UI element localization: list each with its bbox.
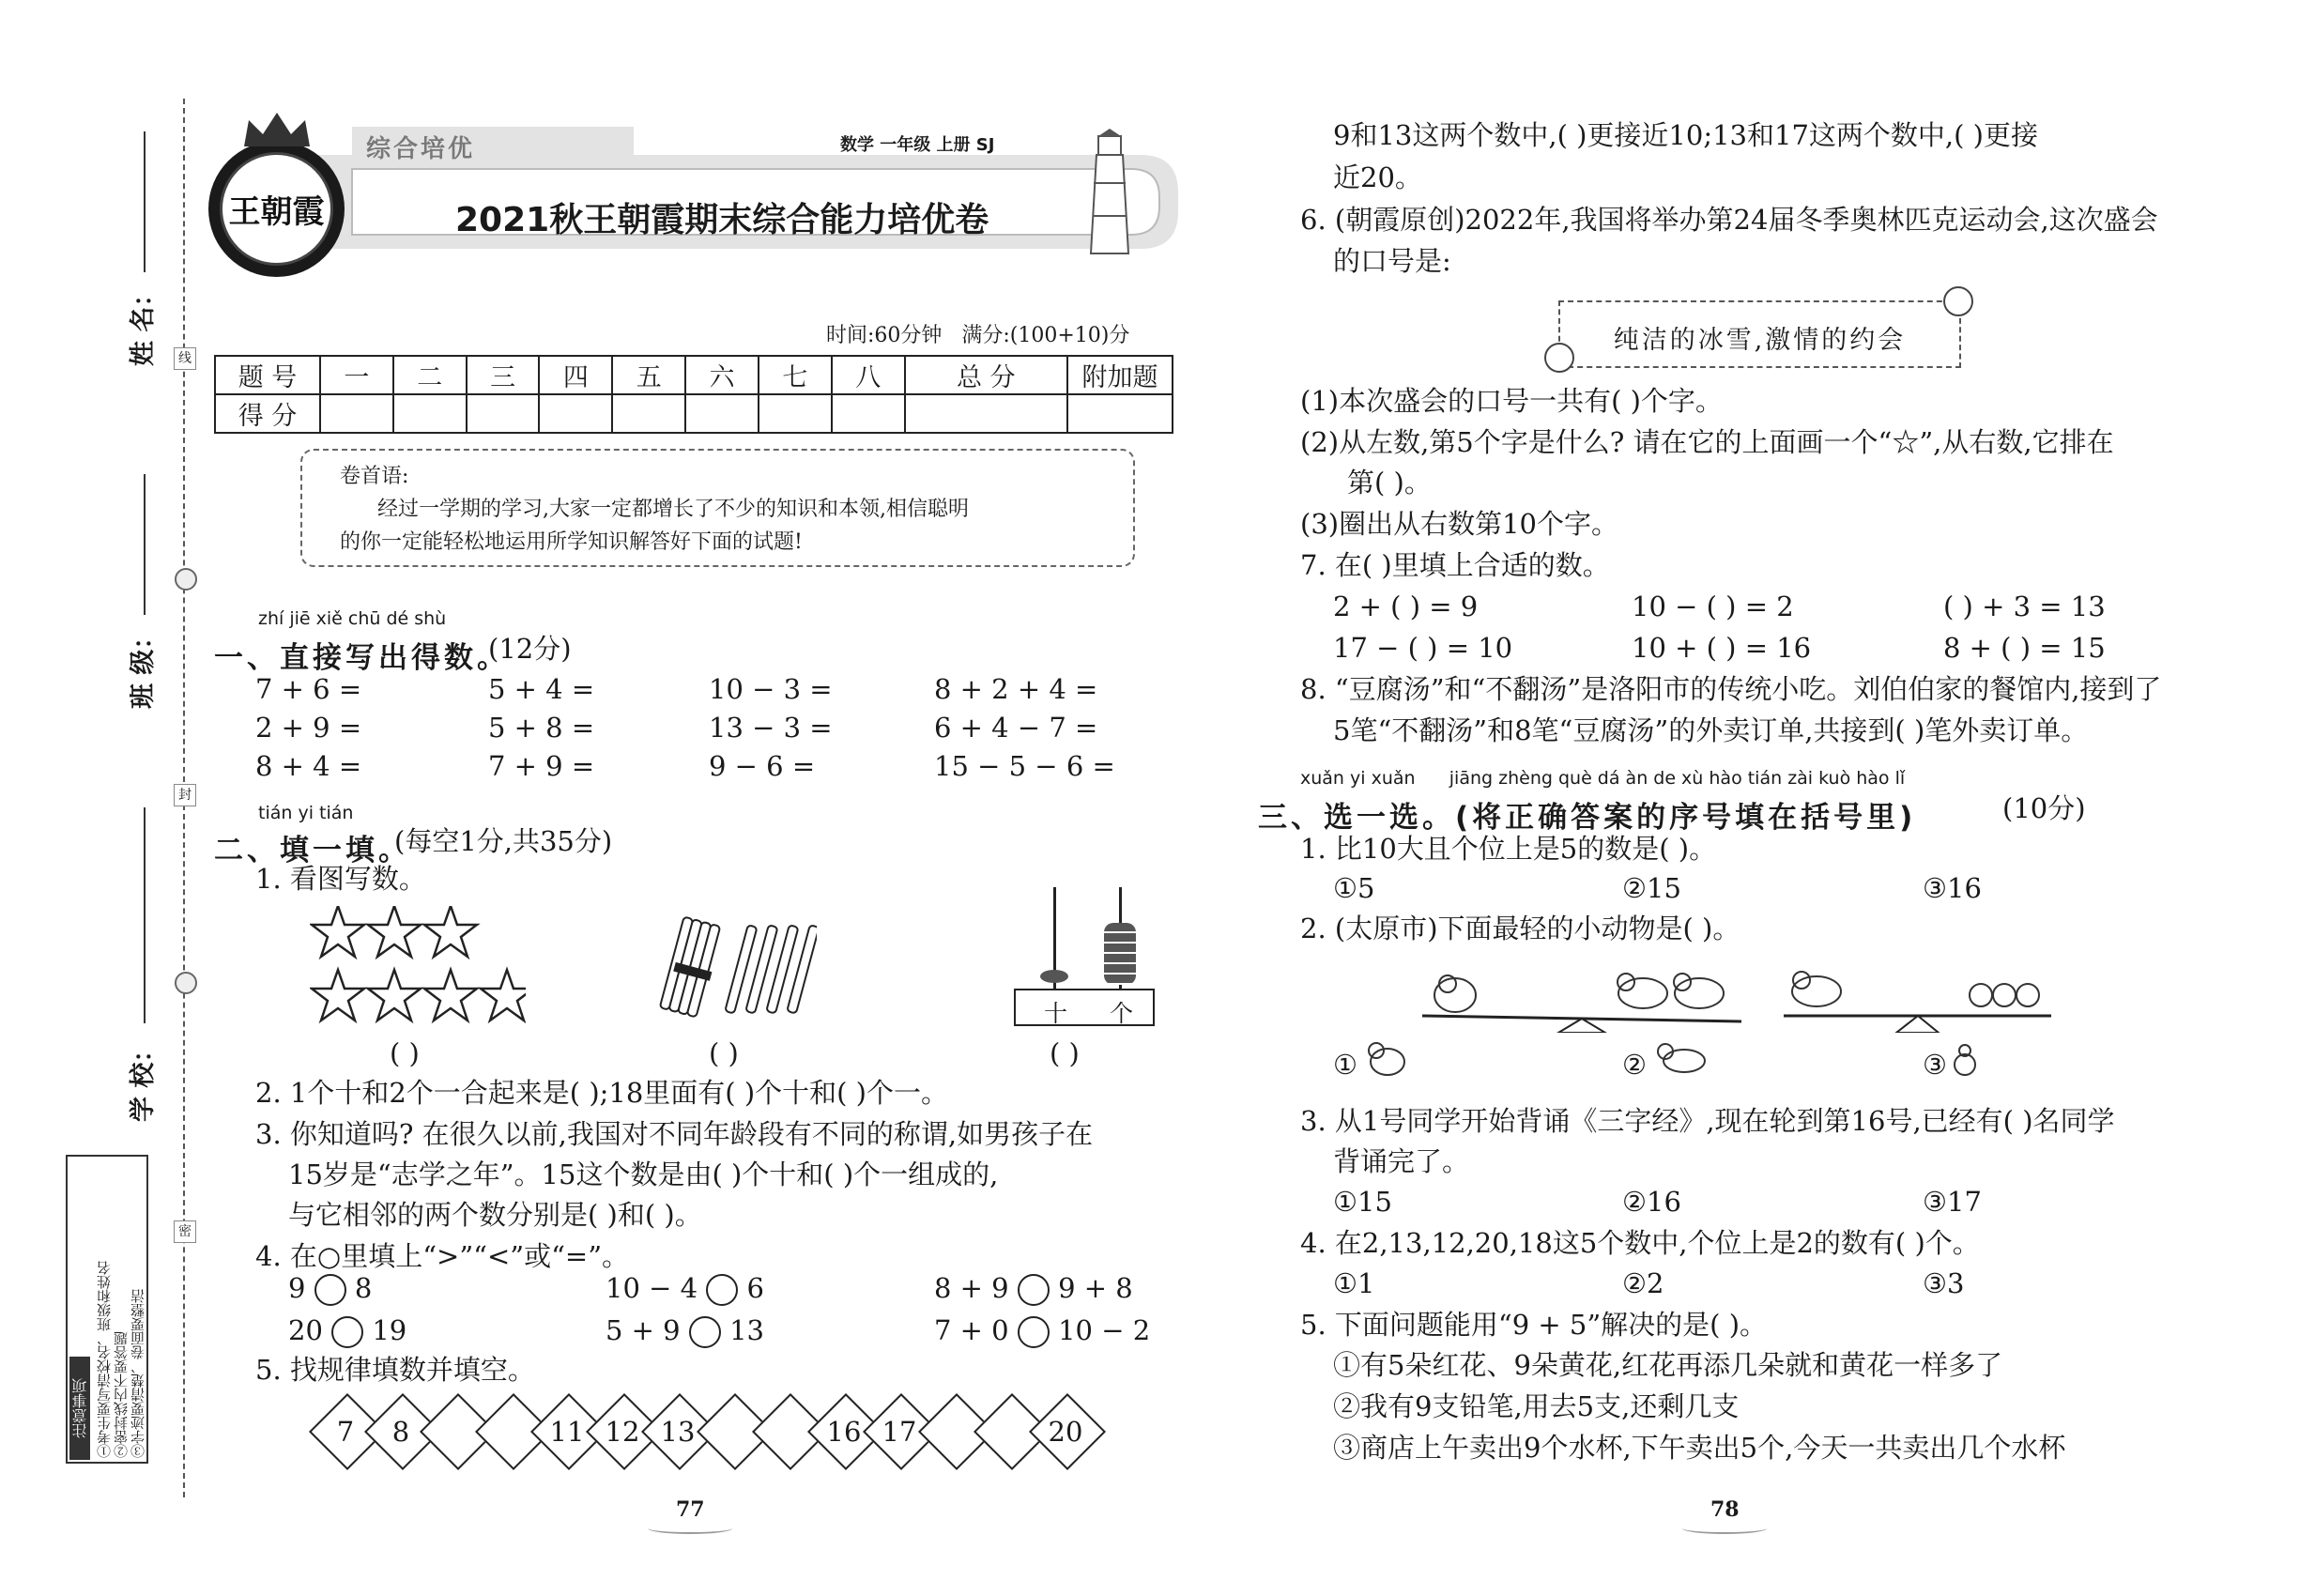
page-number-left: 77 [676, 1497, 705, 1522]
compare-right: 8 [354, 1272, 373, 1304]
section-2-score: (每空1分,共35分) [394, 825, 613, 857]
s3-question-2: 2. (太原市)下面最轻的小动物是( )。 [1300, 913, 1740, 944]
option[interactable]: ②2 [1622, 1267, 1664, 1299]
compare-right: 13 [729, 1314, 764, 1346]
moon-icon [1544, 343, 1574, 373]
seal-mark-line: 线 [174, 347, 196, 370]
score-cell: 一 [320, 356, 393, 394]
calc-item: 6 + 4 − 7 = [934, 712, 1098, 744]
section-3-title: 三、选一选。(将正确答案的序号填在括号里) [1258, 801, 1917, 835]
sequence-number: 17 [882, 1416, 917, 1448]
score-cell: 二 [393, 356, 467, 394]
section-1-pinyin: zhí jiē xiě chū dé shù [258, 608, 447, 629]
score-table [214, 355, 1173, 434]
calc-item: 10 − 3 = [709, 673, 833, 705]
score-cell: 附加题 [1067, 356, 1173, 394]
sequence-number: 8 [391, 1416, 410, 1448]
name-label: 姓 名： [129, 281, 158, 366]
compare-item [288, 1272, 372, 1306]
compare-right: 10 − 2 [1058, 1314, 1151, 1346]
abacus-beads-one [1104, 923, 1136, 985]
sequence-number: 13 [660, 1416, 696, 1448]
score-input[interactable] [832, 394, 905, 433]
abacus-base [1014, 989, 1155, 1026]
note-1: ①考生要写清校名、班级和姓名 [96, 1261, 113, 1458]
question-6-line-1: 6. (朝霞原创)2022年,我国将举办第24届冬季奥林匹克运动会,这次盛会 [1300, 204, 2158, 236]
sequence-number: 16 [826, 1416, 862, 1448]
preface-line-1: 经过一学期的学习,大家一定都增长了不少的知识和本领,相信聪明 [377, 498, 969, 521]
score-table-score-row [215, 394, 1173, 433]
seesaw-illustration-2 [1779, 958, 2056, 1033]
option[interactable]: ②我有9支铅笔,用去5支,还剩几支 [1333, 1390, 1740, 1422]
animal-dog-icon [1652, 1040, 1709, 1078]
class-label: 班 级： [129, 623, 158, 709]
compare-left: 8 + 9 [934, 1272, 1009, 1304]
score-input[interactable] [905, 394, 1067, 433]
compare-item [606, 1272, 764, 1306]
compare-right: 6 [746, 1272, 764, 1304]
answer-blank-sticks[interactable]: ( ) [709, 1037, 739, 1069]
abacus [1014, 887, 1155, 1028]
pattern-sequence [310, 1394, 1089, 1469]
question-6-1: (1)本次盛会的口号一共有( )个字。 [1300, 385, 1723, 417]
option[interactable]: ③17 [1923, 1186, 1982, 1218]
seal-mark-secret: 密 [174, 1220, 196, 1243]
score-cell: 八 [832, 356, 905, 394]
section-2-pinyin: tián yi tián [258, 803, 354, 823]
sequence-number: 7 [336, 1416, 355, 1448]
sequence-number: 12 [605, 1416, 640, 1448]
class-field[interactable] [144, 474, 146, 615]
calc-item: 5 + 4 = [488, 673, 595, 705]
question-2-3-line-2: 15岁是“志学之年”。15这个数是由( )个十和( )个一组成的, [288, 1159, 999, 1190]
notes-title: 注意事项 [69, 1357, 90, 1460]
q5-cont-line-2: 近20。 [1333, 161, 1422, 193]
s3-question-3-line-2: 背诵完了。 [1333, 1145, 1470, 1177]
compare-circle[interactable] [331, 1316, 363, 1348]
question-6-2-line-2: 第( )。 [1347, 467, 1432, 499]
sequence-number: 20 [1048, 1416, 1083, 1448]
compare-circle[interactable] [314, 1274, 346, 1306]
s3-question-5: 5. 下面问题能用“9 + 5”解决的是( )。 [1300, 1309, 1768, 1341]
note-3: ③字迹要清楚、卷面要整洁 [130, 1289, 146, 1458]
option[interactable]: ②15 [1622, 872, 1681, 904]
option[interactable]: ②16 [1622, 1186, 1681, 1218]
seesaw-illustration-1 [1418, 958, 1746, 1033]
question-8-line-2: 5笔“不翻汤”和8笔“豆腐汤”的外卖订单,共接到( )笔外卖订单。 [1333, 714, 2089, 746]
score-cell: 六 [685, 356, 759, 394]
question-2-4: 4. 在○里填上“>”“<”或“=”。 [255, 1240, 630, 1272]
section-2-title: 二、填一填。 [214, 834, 411, 867]
score-cell: 三 [467, 356, 540, 394]
question-6-line-2: 的口号是: [1333, 245, 1451, 277]
fill-item: 2 + ( ) = 9 [1333, 591, 1479, 622]
score-input[interactable] [320, 394, 393, 433]
compare-item [288, 1314, 406, 1348]
calc-item: 5 + 8 = [488, 712, 595, 744]
brand-logo [208, 141, 345, 277]
compare-circle[interactable] [1018, 1316, 1050, 1348]
fill-item: 17 − ( ) = 10 [1333, 632, 1513, 664]
compare-circle[interactable] [689, 1316, 721, 1348]
option[interactable]: ② [1622, 1049, 1647, 1081]
header-tag: 综合培优 [366, 135, 476, 163]
score-table-header-row [215, 356, 1173, 394]
preface-line-2: 的你一定能轻松地运用所学知识解答好下面的试题! [340, 530, 803, 554]
seal-ring-2 [175, 972, 197, 994]
option[interactable]: ③ [1923, 1049, 1947, 1081]
animal-cat-icon [1951, 1042, 1979, 1078]
score-input[interactable] [759, 394, 832, 433]
compare-circle[interactable] [706, 1274, 738, 1306]
section-1-title: 一、直接写出得数。 [214, 641, 510, 675]
abacus-label-one: 个 [1110, 1000, 1134, 1027]
score-cell: 五 [612, 356, 685, 394]
s3-question-3-line-1: 3. 从1号同学开始背诵《三字经》,现在轮到第16号,已经有( )名同学 [1300, 1105, 2115, 1137]
option[interactable]: ①15 [1333, 1186, 1392, 1218]
option[interactable]: ①1 [1333, 1267, 1375, 1299]
option[interactable]: ③商店上午卖出9个水杯,下午卖出5个,今天一共卖出几个水杯 [1333, 1432, 2066, 1464]
logo-crown-icon [239, 111, 314, 148]
lighthouse-icon [1081, 127, 1138, 258]
option[interactable]: ③3 [1923, 1267, 1965, 1299]
page-number-right-deco [1682, 1523, 1767, 1534]
option[interactable]: ①5 [1333, 872, 1375, 904]
score-cell: 总 分 [905, 356, 1067, 394]
question-2-2: 2. 1个十和2个一合起来是( );18里面有( )个十和( )个一。 [255, 1077, 948, 1109]
seal-mark-seal: 封 [174, 784, 196, 806]
preface-title: 卷首语: [340, 465, 409, 488]
section-3-score: (10分) [2002, 792, 2086, 824]
calc-item: 13 − 3 = [709, 712, 833, 744]
calc-item: 7 + 6 = [255, 673, 362, 705]
seal-ring-1 [175, 568, 197, 591]
answer-blank-abacus[interactable]: ( ) [1050, 1037, 1080, 1069]
page-number-right: 78 [1710, 1497, 1740, 1522]
compare-right: 9 + 8 [1058, 1272, 1133, 1304]
time-info: 时间:60分钟 满分:(100+10)分 [826, 324, 1130, 347]
page-number-left-deco [648, 1523, 732, 1534]
calc-item: 9 − 6 = [709, 750, 816, 782]
compare-circle[interactable] [1018, 1274, 1050, 1306]
stick-bundle-icon [652, 915, 817, 1023]
score-input[interactable] [467, 394, 540, 433]
section-3-pinyin: xuǎn yi xuǎn jiāng zhèng què dá àn de xù hào tián zài kuò hào lǐ [1300, 768, 1906, 789]
animal-sheep-icon [1363, 1037, 1410, 1080]
sequence-number: 11 [549, 1416, 585, 1448]
compare-left: 9 [288, 1272, 306, 1304]
compare-item [606, 1314, 764, 1348]
score-cell: 四 [539, 356, 612, 394]
compare-left: 10 − 4 [606, 1272, 698, 1304]
fill-item: 8 + ( ) = 15 [1943, 632, 2106, 664]
q5-cont-line-1: 9和13这两个数中,( )更接近10;13和17这两个数中,( )更接 [1333, 119, 2038, 151]
subject-info: 数学 一年级 上册 SJ [840, 135, 995, 155]
score-cell-label: 得 分 [215, 394, 320, 433]
section-1-score: (12分) [488, 633, 572, 665]
s3-question-4: 4. 在2,13,12,20,18这5个数中,个位上是2的数有( )个。 [1300, 1227, 1980, 1259]
notes-box [66, 1155, 148, 1464]
score-input[interactable] [393, 394, 467, 433]
abacus-bead [1040, 970, 1068, 983]
score-input[interactable] [1067, 394, 1173, 433]
compare-left: 7 + 0 [934, 1314, 1009, 1346]
option[interactable]: ①有5朵红花、9朵黄花,红花再添几朵就和黄花一样多了 [1333, 1349, 2003, 1381]
calc-item: 7 + 9 = [488, 750, 595, 782]
option[interactable]: ③16 [1923, 872, 1982, 904]
score-cell-label: 题 号 [215, 356, 320, 394]
score-input[interactable] [539, 394, 612, 433]
name-field[interactable] [144, 131, 146, 272]
sun-icon [1943, 286, 1973, 316]
question-2-1: 1. 看图写数。 [255, 863, 426, 895]
compare-item [934, 1314, 1150, 1348]
star-icons [310, 906, 526, 1028]
question-6-2-line-1: (2)从左数,第5个字是什么? 请在它的上面画一个“☆”,从右数,它排在 [1300, 426, 2114, 458]
score-cell: 七 [759, 356, 832, 394]
question-7: 7. 在( )里填上合适的数。 [1300, 549, 1610, 581]
compare-right: 19 [372, 1314, 407, 1346]
slogan-box [1558, 300, 1961, 368]
score-input[interactable] [612, 394, 685, 433]
question-6-3: (3)圈出从右数第10个字。 [1300, 508, 1618, 540]
preface-box [300, 449, 1135, 567]
calc-item: 8 + 4 = [255, 750, 362, 782]
option[interactable]: ① [1333, 1049, 1357, 1081]
question-2-3-line-3: 与它相邻的两个数分别是( )和( )。 [288, 1199, 702, 1231]
school-label: 学 校： [129, 1036, 158, 1122]
question-8-line-1: 8. “豆腐汤”和“不翻汤”是洛阳市的传统小吃。刘伯伯家的餐馆内,接到了 [1300, 673, 2162, 705]
fill-item: 10 − ( ) = 2 [1632, 591, 1794, 622]
brand-logo-text: 王朝霞 [228, 193, 325, 231]
question-2-3-line-1: 3. 你知道吗? 在很久以前,我国对不同年龄段有不同的称谓,如男孩子在 [255, 1118, 1094, 1150]
compare-left: 5 + 9 [606, 1314, 681, 1346]
question-2-5: 5. 找规律填数并填空。 [255, 1354, 535, 1386]
slogan-text: 纯洁的冰雪,激情的约会 [1613, 326, 1907, 355]
compare-item [934, 1272, 1133, 1306]
fill-item: 10 + ( ) = 16 [1632, 632, 1812, 664]
s3-question-1: 1. 比10大且个位上是5的数是( )。 [1300, 833, 1717, 865]
fill-item: ( ) + 3 = 13 [1943, 591, 2106, 622]
school-field[interactable] [144, 807, 146, 1023]
calc-item: 2 + 9 = [255, 712, 362, 744]
abacus-label-ten: 十 [1044, 1000, 1068, 1027]
note-2: ②密封线内不要答题 [113, 1331, 130, 1458]
calc-item: 8 + 2 + 4 = [934, 673, 1098, 705]
score-input[interactable] [685, 394, 759, 433]
page-title: 2021秋王朝霞期末综合能力培优卷 [455, 201, 989, 239]
calc-item: 15 − 5 − 6 = [934, 750, 1115, 782]
compare-left: 20 [288, 1314, 323, 1346]
answer-blank-stars[interactable]: ( ) [390, 1037, 420, 1069]
